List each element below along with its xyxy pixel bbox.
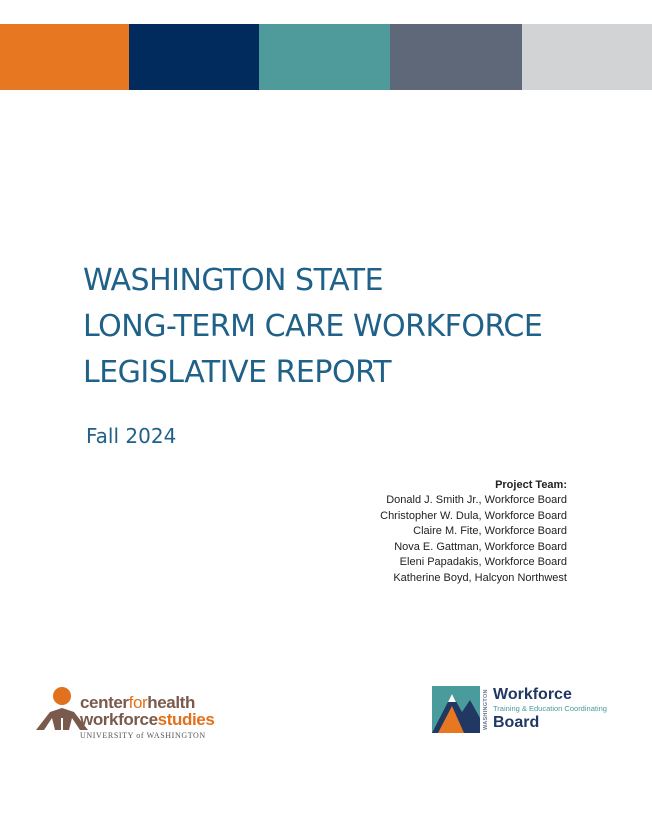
color-band: [0, 24, 652, 90]
logo-text-washington: WASHINGTON: [483, 689, 489, 730]
logo-text-training: Training & Education Coordinating: [493, 704, 607, 713]
title-line: LONG-TERM CARE WORKFORCE: [83, 309, 543, 344]
team-member: Christopher W. Dula, Workforce Board: [380, 509, 567, 522]
color-band-orange: [0, 24, 129, 90]
team-member: Donald J. Smith Jr., Workforce Board: [386, 494, 567, 506]
logo-text-for: for: [128, 693, 148, 712]
logo-text-university: UNIVERSITY of WASHINGTON: [80, 731, 206, 740]
title-line: WASHINGTON STATE: [83, 263, 384, 298]
logo-text-studies: studies: [157, 710, 215, 729]
color-band-teal: [259, 24, 390, 90]
color-band-gray: [522, 24, 652, 90]
team-member: Nova E. Gattman, Workforce Board: [394, 540, 567, 553]
color-band-navy: [129, 24, 259, 90]
logo-text-workforce: workforce: [80, 710, 158, 729]
logo-text-workforce: Workforce: [493, 686, 572, 703]
logo-text-board: Board: [493, 714, 540, 731]
mountain-icon: [432, 686, 480, 733]
color-band-slate: [390, 24, 522, 90]
project-team: [380, 478, 567, 587]
title-line: LEGISLATIVE REPORT: [83, 355, 392, 390]
project-team-heading: Project Team:: [495, 479, 567, 491]
logo-text-center: center: [80, 693, 129, 712]
workforce-board-logo: [432, 686, 632, 734]
team-member: Katherine Boyd, Halcyon Northwest: [393, 571, 567, 584]
report-date: Fall 2024: [86, 424, 177, 448]
report-title: [83, 258, 623, 396]
center-for-health-workforce-studies-logo: [34, 686, 234, 742]
logo-text-health: health: [147, 693, 195, 712]
team-member: Eleni Papadakis, Workforce Board: [399, 556, 567, 569]
team-member: Claire M. Fite, Workforce Board: [413, 525, 567, 538]
